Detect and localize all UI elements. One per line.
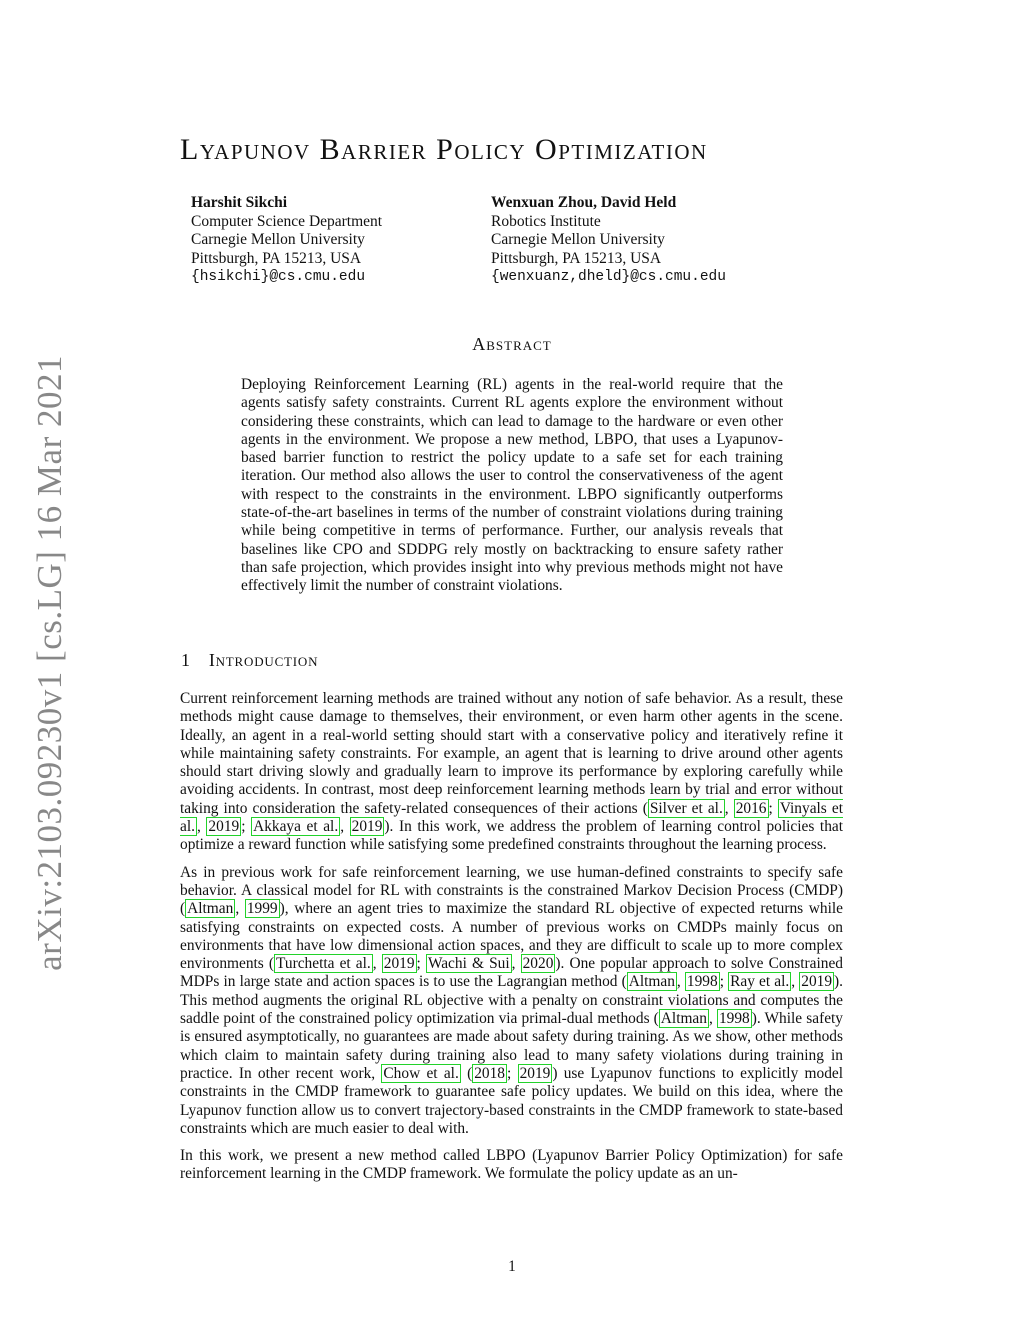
body-text bbox=[180, 690, 843, 1193]
citation-link[interactable]: Wachi & Sui bbox=[427, 955, 510, 973]
author-univ: Carnegie Mellon University bbox=[491, 231, 665, 249]
author-address: Pittsburgh, PA 15213, USA bbox=[491, 249, 662, 267]
citation-link[interactable]: 1999 bbox=[246, 900, 278, 918]
citation-link[interactable]: Vinyals et al. bbox=[180, 799, 843, 836]
author-name: Harshit Sikchi bbox=[191, 194, 288, 211]
citation-link[interactable]: Ray et al. bbox=[730, 973, 790, 991]
citation-link[interactable]: Akkaya et al. bbox=[253, 818, 339, 836]
paragraph-2: As in previous work for safe reinforcement learning, we use human-defined constraints to specify safe behavior. A classical model for RL with constraints is the constrained Markov Decision Process (CMDP) ( Altman , 1999 ), where an agent tries to maximize the standard RL objective of expected returns while satisfying constraints on expected costs. A number of previous works on CMDPs mainly focus on environments that have low dimensional action spaces, and they are difficult to scale up to more complex environments ( Turchetta et al. , 2019 ; Wachi & Sui , 2020 ). One popular approach to solve Constrained MDPs in large state and action spaces is to use the Lagrangian method ( Altman , 1998 ; Ray et al. , 2019 ). This method augments the original RL objective with a penalty on constraint violations and computes the saddle point of the constrained policy optimization via primal-dual methods ( Altman , 1998 ). While safety is ensured asymptotically, no guarantees are made about safety during training. As we show, other methods which claim to maintain safety during training also lead to many safety violations during training in practice. In other recent work, Chow et al. ( 2018 ; 2019 ) use Lyapunov functions to explicitly model constraints in the CMDP framework to guarantee safe policy updates. We build on this idea, where the Lyapunov function allow us to convert trajectory-based constraints in the CMDP framework to state-based constraints which are much easier to deal with. bbox=[180, 863, 844, 1137]
citation-link[interactable]: 2019 bbox=[519, 1064, 551, 1082]
author-email: {hsikchi}@cs.cmu.edu bbox=[191, 269, 366, 286]
section-title: Introduction bbox=[208, 650, 319, 670]
citation-link[interactable]: 2016 bbox=[735, 799, 767, 817]
citation-link[interactable]: Altman bbox=[628, 973, 675, 991]
author-name: Wenxuan Zhou, David Held bbox=[491, 194, 677, 211]
section-heading bbox=[181, 650, 318, 671]
citation-link[interactable]: 2020 bbox=[522, 955, 554, 973]
author-block-2 bbox=[491, 194, 726, 287]
citation-link[interactable]: 2019 bbox=[351, 818, 383, 836]
citation-link[interactable]: 2018 bbox=[474, 1064, 505, 1082]
citation-link[interactable]: Silver et al. bbox=[649, 799, 723, 817]
arxiv-stamp: arXiv:2103.09230v1 [cs.LG] 16 Mar 2021 bbox=[30, 355, 69, 971]
author-block-1 bbox=[191, 194, 382, 287]
paragraph-3: In this work, we present a new method called LBPO (Lyapunov Barrier Policy Optimization) for safe reinforcement learning in the CMDP framework. We formulate the policy update as an un- bbox=[180, 1147, 843, 1183]
abstract-heading: Abstract bbox=[472, 334, 552, 354]
citation-link[interactable]: 1998 bbox=[686, 973, 718, 991]
author-email: {wenxuanz,dheld}@cs.cmu.edu bbox=[491, 269, 726, 286]
author-dept: Robotics Institute bbox=[491, 212, 601, 230]
citation-link[interactable]: Altman bbox=[660, 1010, 707, 1028]
citation-link[interactable]: 2019 bbox=[801, 973, 833, 991]
citation-link[interactable]: 2019 bbox=[383, 955, 415, 973]
citation-link[interactable]: Turchetta et al. bbox=[276, 955, 371, 973]
section-number: 1 bbox=[181, 650, 191, 670]
citation-link[interactable]: Altman bbox=[187, 900, 234, 918]
author-univ: Carnegie Mellon University bbox=[191, 231, 365, 249]
citation-link[interactable]: 2019 bbox=[208, 818, 240, 836]
abstract-text: Deploying Reinforcement Learning (RL) agents in the real-world require that the agents satisfy safety constraints. Current RL agents explore the environment without considering these constraints, which can lead to damage to the hardware or even other agents in the environment. We propose a new method, LBPO, that uses a Lyapunov-based barrier function to restrict the policy update to a safe set for each training iteration. Our method also allows the user to control the conservativeness of the agent with respect to the constraints in the environment. LBPO significantly outperforms state-of-the-art baselines in terms of the number of constraint violations during training while being competitive in terms of performance. Further, our analysis reveals that baselines like CPO and SDDPG rely mostly on backtracking to ensure safety rather than safe projection, which provides insight into why previous methods might not have effectively limit the number of constraint violations. bbox=[241, 376, 783, 595]
paper-title: Lyapunov Barrier Policy Optimization bbox=[180, 133, 708, 166]
author-address: Pittsburgh, PA 15213, USA bbox=[191, 249, 362, 267]
citation-link[interactable]: Chow et al. bbox=[383, 1064, 459, 1082]
citation-link[interactable]: 1998 bbox=[718, 1010, 750, 1028]
paragraph-1: Current reinforcement learning methods are trained without any notion of safe behavior. As a result, these methods might cause damage to themselves, their environment, or even harm other agents in the scene. Ideally, an agent in a real-world setting should start with a conservative policy and iteratively refine it while maintaining safety constraints. For example, an agent that is learning to drive around other agents should start driving slowly and gradually learn to improve its performance by exploring carefully while avoiding accidents. In contrast, most deep reinforcement learning methods learn by trial and error without taking into consideration the safety-related consequences of their actions ( Silver et al. , 2016 ; Vinyals et al. , 2019 ; Akkaya et al. , 2019 ). In this work, we address the problem of learning control policies that optimize a reward function while satisfying some predefined constraints throughout the learning process. bbox=[180, 690, 844, 854]
author-dept: Computer Science Department bbox=[191, 212, 383, 230]
page-number: 1 bbox=[508, 1258, 516, 1275]
